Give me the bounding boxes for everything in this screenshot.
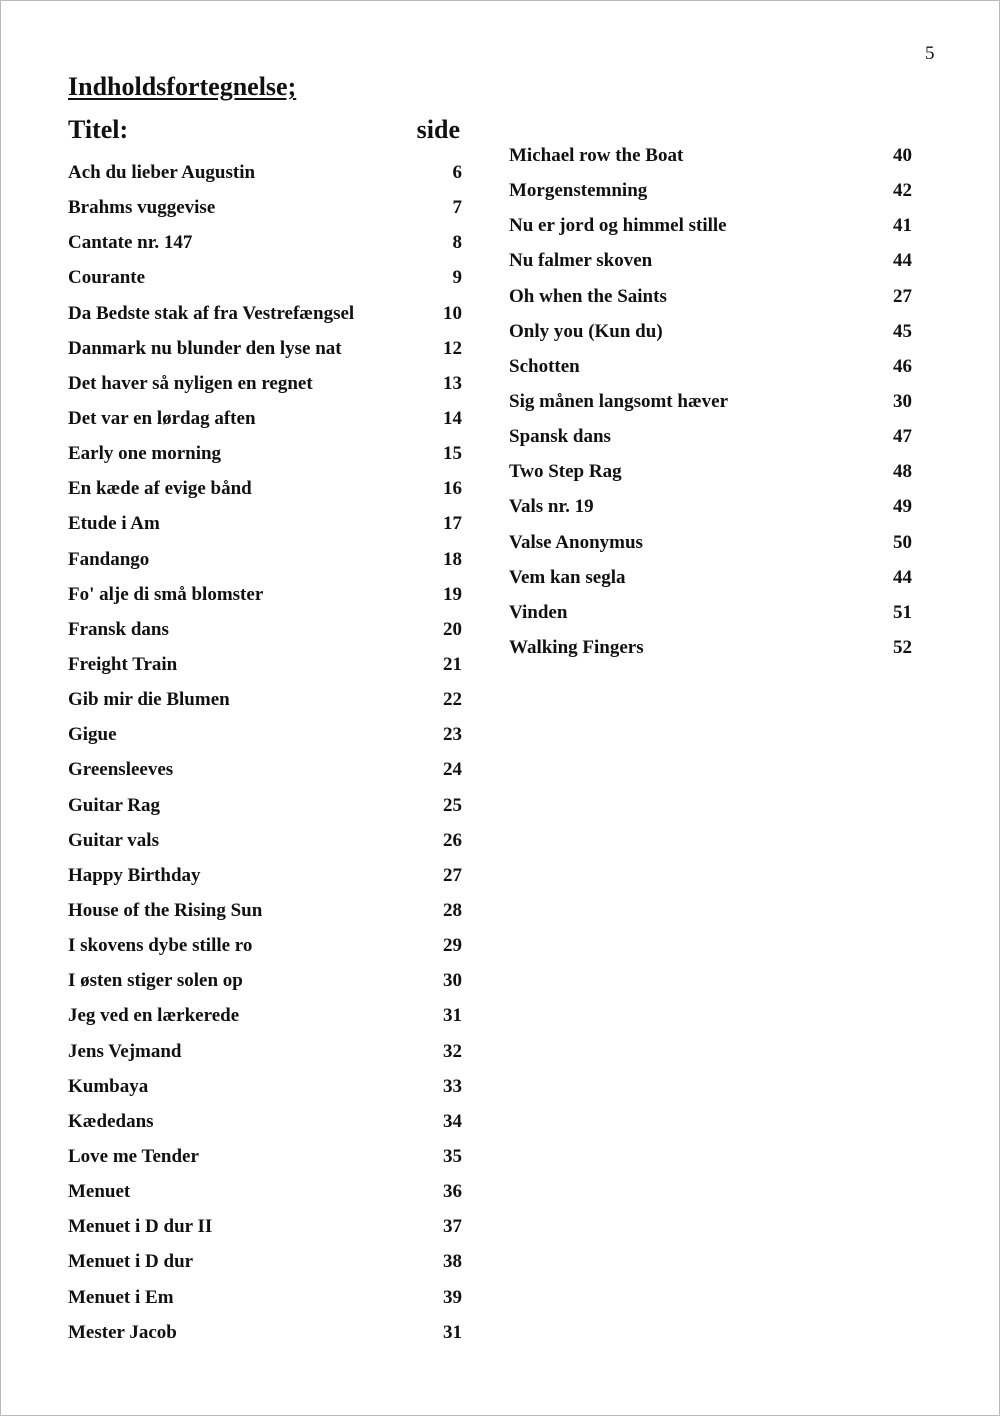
toc-entry	[68, 1315, 462, 1350]
toc-entry-title: Jeg ved en lærkerede	[68, 1005, 240, 1027]
toc-entry	[68, 1209, 462, 1244]
toc-entry-page-number: 21	[443, 653, 462, 675]
toc-entry-page-number: 38	[443, 1251, 462, 1273]
toc-entry	[509, 560, 912, 595]
toc-entry-title: Guitar vals	[68, 829, 159, 851]
toc-entry	[509, 208, 912, 243]
toc-entry-title: Menuet i D dur	[68, 1251, 194, 1273]
toc-entry-page-number: 48	[893, 461, 912, 483]
toc-entry-page-number: 13	[443, 372, 462, 394]
toc-entry	[68, 401, 462, 436]
toc-entry	[68, 1069, 462, 1104]
toc-entry-page-number: 40	[893, 145, 912, 166]
toc-entry	[68, 1139, 462, 1174]
toc-entry-page-number: 45	[893, 320, 912, 342]
toc-entry-title: Michael row the Boat	[509, 145, 684, 166]
toc-entry-title: Menuet i D dur II	[68, 1216, 213, 1238]
toc-entry-page-number: 27	[893, 285, 912, 307]
toc-entry-title: Only you (Kun du)	[509, 320, 663, 342]
toc-entry-title: Love me Tender	[68, 1145, 199, 1167]
toc-entry	[68, 963, 462, 998]
toc-entry-page-number: 47	[893, 426, 912, 448]
toc-entry-title: Spansk dans	[509, 426, 611, 448]
toc-entry-page-number: 26	[443, 829, 462, 851]
toc-entry	[68, 1174, 462, 1209]
toc-entry-page-number: 24	[443, 759, 462, 781]
toc-entry-title: Brahms vuggevise	[68, 197, 216, 219]
toc-entry-title: Oh when the Saints	[509, 285, 667, 307]
toc-entry-title: Courante	[68, 267, 146, 289]
toc-entry-title: Nu er jord og himmel stille	[509, 215, 727, 237]
toc-entry-title: Kumbaya	[68, 1075, 149, 1097]
column-header	[68, 115, 460, 149]
toc-entry-page-number: 30	[893, 390, 912, 412]
toc-entry-title: Ach du lieber Augustin	[68, 162, 256, 183]
toc-entry-title: Fandango	[68, 548, 150, 570]
toc-entry-page-number: 49	[893, 496, 912, 518]
toc-entry	[68, 1244, 462, 1279]
toc-entry-page-number: 23	[443, 724, 462, 746]
toc-entry-page-number: 29	[443, 935, 462, 957]
toc-entry-title: House of the Rising Sun	[68, 899, 263, 921]
toc-entry-title: En kæde af evige bånd	[68, 478, 252, 500]
toc-entry-page-number: 20	[443, 618, 462, 640]
toc-entry-page-number: 9	[452, 267, 462, 289]
toc-entry-page-number: 37	[443, 1216, 462, 1238]
toc-entry-page-number: 52	[893, 636, 912, 658]
toc-entry-title: Guitar Rag	[68, 794, 161, 816]
toc-entry	[68, 471, 462, 506]
toc-entry	[68, 155, 462, 190]
toc-entry-page-number: 12	[443, 337, 462, 359]
toc-entry	[68, 577, 462, 612]
toc-entry-title: Menuet	[68, 1181, 131, 1203]
toc-entry-title: Det var en lørdag aften	[68, 407, 256, 429]
toc-entry-page-number: 31	[443, 1005, 462, 1027]
toc-entry	[509, 243, 912, 278]
toc-entry-title: Etude i Am	[68, 513, 160, 535]
toc-entry	[509, 384, 912, 419]
toc-entry-title: Gib mir die Blumen	[68, 689, 230, 711]
toc-entry	[509, 173, 912, 208]
toc-entry-title: I skovens dybe stille ro	[68, 935, 253, 957]
toc-entry	[68, 1104, 462, 1139]
toc-entry-page-number: 39	[443, 1286, 462, 1308]
page-title: Indholdsfortegnelse;	[68, 72, 297, 101]
toc-entry-page-number: 10	[443, 302, 462, 324]
toc-entry	[68, 366, 462, 401]
toc-entry-page-number: 27	[443, 864, 462, 886]
toc-entry-title: Da Bedste stak af fra Vestrefængsel	[68, 302, 355, 324]
toc-entry	[509, 595, 912, 630]
toc-entry-title: Danmark nu blunder den lyse nat	[68, 337, 342, 359]
toc-entry-page-number: 28	[443, 899, 462, 921]
toc-entry-page-number: 18	[443, 548, 462, 570]
toc-entry-page-number: 14	[443, 407, 462, 429]
toc-entry	[68, 858, 462, 893]
toc-entry-title: Mester Jacob	[68, 1321, 177, 1343]
toc-entry-page-number: 15	[443, 443, 462, 465]
toc-entry-page-number: 50	[893, 531, 912, 553]
toc-entry-title: Two Step Rag	[509, 461, 622, 483]
toc-entry	[68, 647, 462, 682]
toc-entry	[509, 489, 912, 524]
toc-right-column	[509, 138, 912, 665]
toc-entry-page-number: 44	[893, 250, 912, 272]
toc-entry-title: Valse Anonymus	[509, 531, 643, 553]
toc-entry-title: Det haver så nyligen en regnet	[68, 372, 313, 394]
toc-entry	[68, 260, 462, 295]
toc-entry-title: Vals nr. 19	[509, 496, 594, 518]
toc-entry	[68, 506, 462, 541]
toc-entry-title: Fo' alje di små blomster	[68, 583, 264, 605]
toc-entry-title: Early one morning	[68, 443, 222, 465]
toc-entry-page-number: 32	[443, 1040, 462, 1062]
toc-entry	[68, 542, 462, 577]
toc-entry-page-number: 6	[452, 162, 462, 183]
toc-entry	[509, 314, 912, 349]
toc-entry-title: Morgenstemning	[509, 180, 648, 202]
toc-entry	[68, 717, 462, 752]
toc-entry-page-number: 19	[443, 583, 462, 605]
page-number: 5	[925, 43, 935, 64]
toc-entry-page-number: 7	[452, 197, 462, 219]
toc-entry	[68, 823, 462, 858]
toc-entry-page-number: 41	[893, 215, 912, 237]
toc-entry	[68, 788, 462, 823]
toc-entry-page-number: 42	[893, 180, 912, 202]
toc-entry	[509, 138, 912, 173]
toc-entry	[68, 190, 462, 225]
toc-entry-page-number: 35	[443, 1145, 462, 1167]
toc-entry	[509, 419, 912, 454]
toc-entry-page-number: 16	[443, 478, 462, 500]
toc-entry	[68, 331, 462, 366]
toc-entry-page-number: 8	[452, 232, 462, 254]
toc-entry	[509, 525, 912, 560]
toc-entry-page-number: 17	[443, 513, 462, 535]
toc-entry-title: Greensleeves	[68, 759, 174, 781]
toc-entry-page-number: 22	[443, 689, 462, 711]
toc-entry-title: Sig månen langsomt hæver	[509, 390, 729, 412]
toc-entry-page-number: 51	[893, 601, 912, 623]
toc-entry	[68, 1034, 462, 1069]
toc-entry-title: Nu falmer skoven	[509, 250, 653, 272]
toc-entry-title: Walking Fingers	[509, 636, 644, 658]
toc-entry	[68, 612, 462, 647]
toc-entry	[509, 454, 912, 489]
toc-entry	[68, 296, 462, 331]
toc-entry-title: Vem kan segla	[509, 566, 626, 588]
toc-entry-page-number: 25	[443, 794, 462, 816]
toc-entry	[509, 279, 912, 314]
toc-entry	[68, 436, 462, 471]
toc-entry-page-number: 31	[443, 1321, 462, 1343]
toc-entry-title: Happy Birthday	[68, 864, 201, 886]
toc-left-column	[68, 155, 462, 1350]
toc-entry-page-number: 30	[443, 970, 462, 992]
toc-entry-title: Jens Vejmand	[68, 1040, 182, 1062]
toc-entry	[68, 1280, 462, 1315]
toc-entry-page-number: 34	[443, 1110, 462, 1132]
toc-entry	[68, 893, 462, 928]
toc-entry	[68, 928, 462, 963]
toc-entry	[68, 682, 462, 717]
toc-entry	[68, 998, 462, 1033]
toc-entry-title: Cantate nr. 147	[68, 232, 193, 254]
toc-entry-page-number: 46	[893, 355, 912, 377]
toc-entry-title: Vinden	[509, 601, 568, 623]
toc-entry-page-number: 36	[443, 1181, 462, 1203]
toc-entry-title: Freight Train	[68, 653, 178, 675]
toc-entry-title: Gigue	[68, 724, 117, 746]
toc-entry-page-number: 33	[443, 1075, 462, 1097]
toc-entry-title: Menuet i Em	[68, 1286, 174, 1308]
toc-entry-title: Schotten	[509, 355, 580, 377]
toc-entry-page-number: 44	[893, 566, 912, 588]
column-header-title: Titel:	[68, 115, 129, 144]
column-header-page: side	[416, 115, 460, 144]
toc-entry	[509, 630, 912, 665]
toc-entry	[509, 349, 912, 384]
toc-entry-title: Fransk dans	[68, 618, 169, 640]
toc-entry-title: Kædedans	[68, 1110, 154, 1132]
toc-entry-title: I østen stiger solen op	[68, 970, 243, 992]
toc-entry	[68, 752, 462, 787]
toc-entry	[68, 225, 462, 260]
